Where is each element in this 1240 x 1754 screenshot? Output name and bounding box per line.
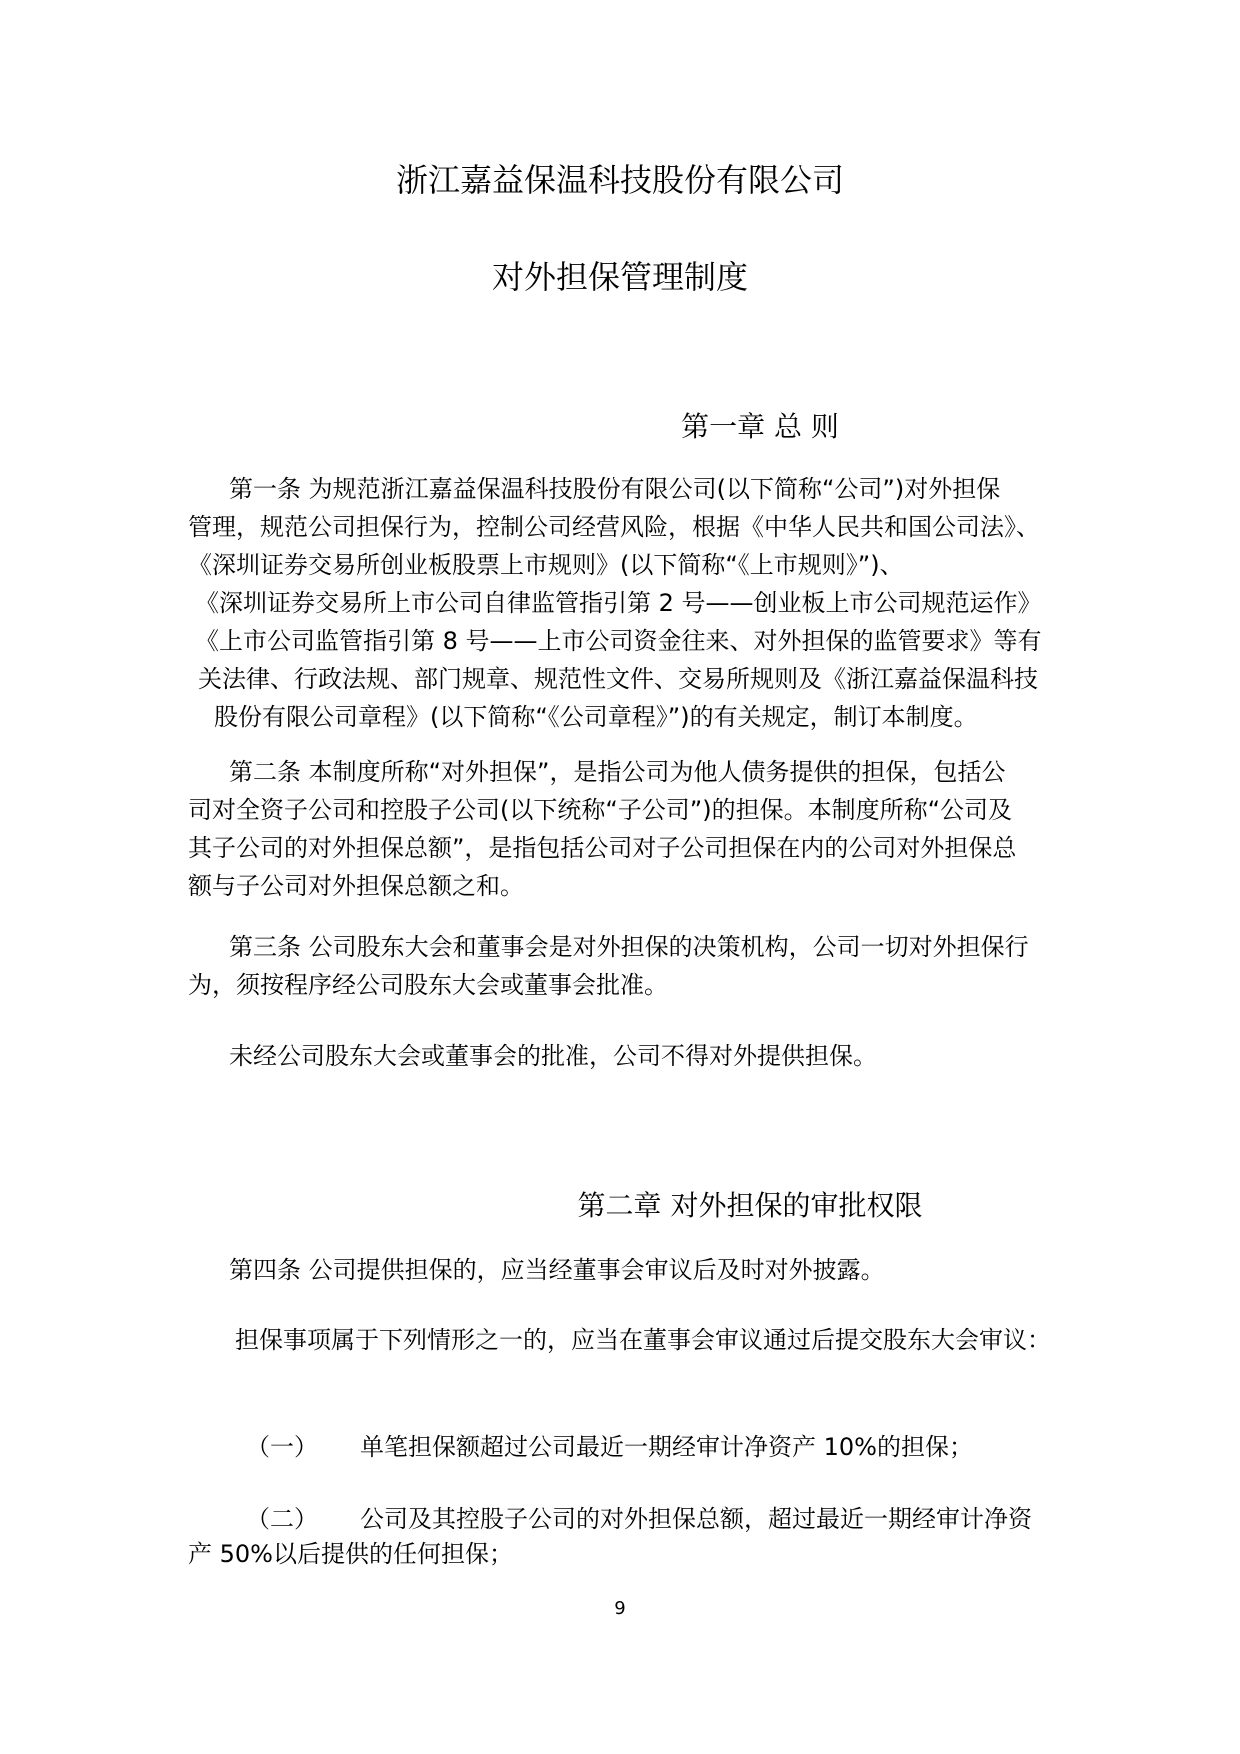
paragraph-line: 其子公司的对外担保总额”，是指包括公司对子公司担保在内的公司对外担保总 — [188, 834, 1017, 862]
list-marker: （二） — [246, 1505, 318, 1533]
paragraph-line: 《上市公司监管指引第 8 号——上市公司资金往来、对外担保的监管要求》等有 — [195, 627, 1042, 655]
page-number: 9 — [614, 1598, 626, 1619]
chapter-1-heading: 第一章 总 则 — [681, 410, 839, 443]
list-text: 产 50%以后提供的任何担保； — [188, 1540, 513, 1568]
paragraph-line: 未经公司股东大会或董事会的批准，公司不得对外提供担保。 — [229, 1042, 877, 1070]
paragraph-line: 第四条 公司提供担保的，应当经董事会审议后及时对外披露。 — [229, 1256, 885, 1284]
paragraph-line: 为，须按程序经公司股东大会或董事会批准。 — [188, 971, 668, 999]
paragraph-line: 司对全资子公司和控股子公司(以下统称“子公司”)的担保。本制度所称“公司及 — [188, 796, 1013, 824]
paragraph-line: 额与子公司对外担保总额之和。 — [188, 872, 524, 900]
paragraph-line: 第一条 为规范浙江嘉益保温科技股份有限公司(以下简称“公司”)对外担保 — [229, 475, 1001, 503]
document-title: 浙江嘉益保温科技股份有限公司 — [395, 161, 844, 199]
paragraph-line: 管理，规范公司担保行为，控制公司经营风险，根据《中华人民共和国公司法》、 — [188, 513, 1040, 541]
paragraph-line: 第三条 公司股东大会和董事会是对外担保的决策机构，公司一切对外担保行 — [229, 933, 1029, 961]
list-text: 单笔担保额超过公司最近一期经审计净资产 10%的担保； — [360, 1433, 973, 1461]
document-subtitle: 对外担保管理制度 — [491, 258, 748, 296]
paragraph-line: 第二条 本制度所称“对外担保”，是指公司为他人债务提供的担保，包括公 — [229, 758, 1006, 786]
chapter-2-heading: 第二章 对外担保的审批权限 — [577, 1189, 923, 1222]
paragraph-line: 股份有限公司章程》(以下简称“《公司章程》”)的有关规定，制订本制度。 — [214, 703, 978, 731]
list-text: 公司及其控股子公司的对外担保总额，超过最近一期经审计净资 — [360, 1505, 1032, 1533]
paragraph-line: 担保事项属于下列情形之一的，应当在董事会审议通过后提交股东大会审议： — [235, 1326, 1051, 1354]
paragraph-line: 《深圳证券交易所创业板股票上市规则》(以下简称“《上市规则》”)、 — [188, 551, 904, 579]
list-marker: （一） — [246, 1433, 318, 1461]
paragraph-line: 《深圳证券交易所上市公司自律监管指引第 2 号——创业板上市公司规范运作》 — [195, 589, 1042, 617]
paragraph-line: 关法律、行政法规、部门规章、规范性文件、交易所规则及《浙江嘉益保温科技 — [198, 665, 1038, 693]
